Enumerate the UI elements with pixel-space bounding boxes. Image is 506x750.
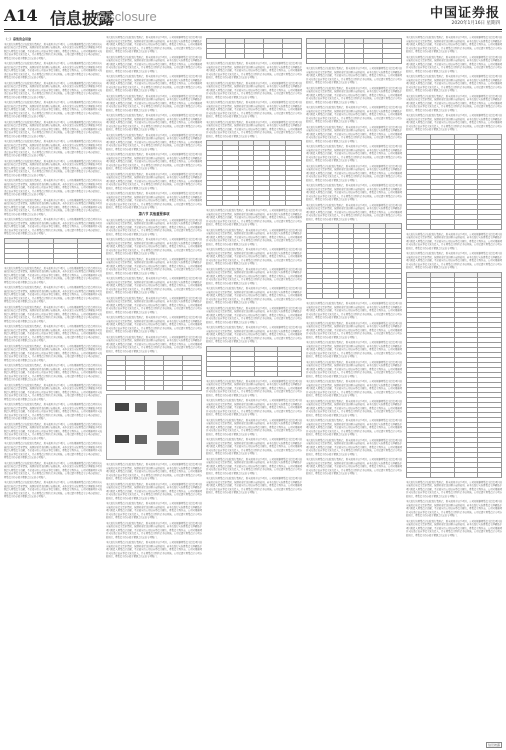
data-table (406, 272, 502, 478)
body-paragraph: 本次发行的募集资金扣除发行费用后，拟全部用于以下项目。公司将根据募集资金投资项目的实施进度和资金需求情况，按照轻重缓急的顺序安排使用。若本次发行实际募集资金净额低于项目拟投入募集资金总额，不足部分由公司以自筹资金解决。募集资金到位前，公司可根据项目实际进度以自筹资金先行投入，并在募集资金到位后予以置换。公司已建立募集资金专项存储制度，募集资金将存放于董事会决定的专项账户。 (206, 267, 302, 285)
body-paragraph: 本次发行的募集资金扣除发行费用后，拟全部用于以下项目。公司将根据募集资金投资项目的实施进度和资金需求情况，按照轻重缓急的顺序安排使用。若本次发行实际募集资金净额低于项目拟投入募集资金总额，不足部分由公司以自筹资金解决。募集资金到位前，公司可根据项目实际进度以自筹资金先行投入，并在募集资金到位后予以置换。公司已建立募集资金专项存储制度，募集资金将存放于董事会决定的专项账户。 (306, 458, 402, 475)
body-paragraph: 本次发行的募集资金扣除发行费用后，拟全部用于以下项目。公司将根据募集资金投资项目的实施进度和资金需求情况，按照轻重缓急的顺序安排使用。若本次发行实际募集资金净额低于项目拟投入募集资金总额，不足部分由公司以自筹资金解决。募集资金到位前，公司可根据项目实际进度以自筹资金先行投入，并在募集资金到位后予以置换。公司已建立募集资金专项存储制度，募集资金将存放于董事会决定的专项账户。 (206, 62, 302, 79)
data-table (4, 238, 102, 264)
data-table (406, 134, 502, 230)
body-paragraph: 本次发行的募集资金扣除发行费用后，拟全部用于以下项目。公司将根据募集资金投资项目的实施进度和资金需求情况，按照轻重缓急的顺序安排使用。若本次发行实际募集资金净额低于项目拟投入募集资金总额，不足部分由公司以自筹资金解决。募集资金到位前，公司可根据项目实际进度以自筹资金先行投入，并在募集资金到位后予以置换。公司已建立募集资金专项存储制度，募集资金将存放于董事会决定的专项账户。 (4, 325, 102, 342)
body-paragraph: 本次发行的募集资金扣除发行费用后，拟全部用于以下项目。公司将根据募集资金投资项目的实施进度和资金需求情况，按照轻重缓急的顺序安排使用。若本次发行实际募集资金净额低于项目拟投入募集资金总额，不足部分由公司以自筹资金解决。募集资金到位前，公司可根据项目实际进度以自筹资金先行投入，并在募集资金到位后予以置换。公司已建立募集资金专项存储制度，募集资金将存放于董事会决定的专项账户。 (4, 364, 102, 381)
section-number: A14 (4, 6, 38, 25)
body-paragraph: 本次发行的募集资金扣除发行费用后，拟全部用于以下项目。公司将根据募集资金投资项目的实施进度和资金需求情况，按照轻重缓急的顺序安排使用。若本次发行实际募集资金净额低于项目拟投入募集资金总额，不足部分由公司以自筹资金解决。募集资金到位前，公司可根据项目实际进度以自筹资金先行投入，并在募集资金到位后予以置换。公司已建立募集资金专项存储制度，募集资金将存放于董事会决定的专项账户。 (206, 379, 302, 397)
body-paragraph: 本次发行的募集资金扣除发行费用后，拟全部用于以下项目。公司将根据募集资金投资项目的实施进度和资金需求情况，按照轻重缓急的顺序安排使用。若本次发行实际募集资金净额低于项目拟投入募集资金总额，不足部分由公司以自筹资金解决。募集资金到位前，公司可根据项目实际进度以自筹资金先行投入，并在募集资金到位后予以置换。公司已建立募集资金专项存储制度，募集资金将存放于董事会决定的专项账户。 (306, 341, 402, 358)
body-paragraph: 本次发行的募集资金扣除发行费用后，拟全部用于以下项目。公司将根据募集资金投资项目的实施进度和资金需求情况，按照轻重缓急的顺序安排使用。若本次发行实际募集资金净额低于项目拟投入募集资金总额，不足部分由公司以自筹资金解决。募集资金到位前，公司可根据项目实际进度以自筹资金先行投入，并在募集资金到位后予以置换。公司已建立募集资金专项存储制度，募集资金将存放于董事会决定的专项账户。 (306, 203, 402, 221)
newspaper-masthead: 中国证券报 (429, 6, 500, 21)
body-paragraph: 本次发行的募集资金扣除发行费用后，拟全部用于以下项目。公司将根据募集资金投资项目的实施进度和资金需求情况，按照轻重缓急的顺序安排使用。若本次发行实际募集资金净额低于项目拟投入募集资金总额，不足部分由公司以自筹资金解决。募集资金到位前，公司可根据项目实际进度以自筹资金先行投入，并在募集资金到位后予以置换。公司已建立募集资金专项存储制度，募集资金将存放于董事会决定的专项账户。 (406, 519, 502, 537)
body-paragraph: 本次发行的募集资金扣除发行费用后，拟全部用于以下项目。公司将根据募集资金投资项目的实施进度和资金需求情况，按照轻重缓急的顺序安排使用。若本次发行实际募集资金净额低于项目拟投入募集资金总额，不足部分由公司以自筹资金解决。募集资金到位前，公司可根据项目实际进度以自筹资金先行投入，并在募集资金到位后予以置换。公司已建立募集资金专项存储制度，募集资金将存放于董事会决定的专项账户。 (306, 302, 402, 319)
body-paragraph: 本次发行的募集资金扣除发行费用后，拟全部用于以下项目。公司将根据募集资金投资项目的实施进度和资金需求情况，按照轻重缓急的顺序安排使用。若本次发行实际募集资金净额低于项目拟投入募集资金总额，不足部分由公司以自筹资金解决。募集资金到位前，公司可根据项目实际进度以自筹资金先行投入，并在募集资金到位后予以置换。公司已建立募集资金专项存储制度，募集资金将存放于董事会决定的专项账户。 (4, 198, 102, 216)
body-paragraph: 本次发行的募集资金扣除发行费用后，拟全部用于以下项目。公司将根据募集资金投资项目的实施进度和资金需求情况，按照轻重缓急的顺序安排使用。若本次发行实际募集资金净额低于项目拟投入募集资金总额，不足部分由公司以自筹资金解决。募集资金到位前，公司可根据项目实际进度以自筹资金先行投入，并在募集资金到位后予以置换。公司已建立募集资金专项存储制度，募集资金将存放于董事会决定的专项账户。 (4, 403, 102, 420)
body-paragraph: 本次发行的募集资金扣除发行费用后，拟全部用于以下项目。公司将根据募集资金投资项目的实施进度和资金需求情况，按照轻重缓急的顺序安排使用。若本次发行实际募集资金净额低于项目拟投入募集资金总额，不足部分由公司以自筹资金解决。募集资金到位前，公司可根据项目实际进度以自筹资金先行投入，并在募集资金到位后予以置换。公司已建立募集资金专项存储制度，募集资金将存放于董事会决定的专项账户。 (206, 287, 302, 304)
body-paragraph: 本次发行的募集资金扣除发行费用后，拟全部用于以下项目。公司将根据募集资金投资项目的实施进度和资金需求情况，按照轻重缓急的顺序安排使用。若本次发行实际募集资金净额低于项目拟投入募集资金总额，不足部分由公司以自筹资金解决。募集资金到位前，公司可根据项目实际进度以自筹资金先行投入，并在募集资金到位后予以置换。公司已建立募集资金专项存储制度，募集资金将存放于董事会决定的专项账户。 (306, 321, 402, 339)
body-paragraph: 本次发行的募集资金扣除发行费用后，拟全部用于以下项目。公司将根据募集资金投资项目的实施进度和资金需求情况，按照轻重缓急的顺序安排使用。若本次发行实际募集资金净额低于项目拟投入募集资金总额，不足部分由公司以自筹资金解决。募集资金到位前，公司可根据项目实际进度以自筹资金先行投入，并在募集资金到位后予以置换。公司已建立募集资金专项存储制度，募集资金将存放于董事会决定的专项账户。 (306, 145, 402, 162)
figure-chip-image (115, 403, 129, 411)
body-paragraph: 本次发行的募集资金扣除发行费用后，拟全部用于以下项目。公司将根据募集资金投资项目的实施进度和资金需求情况，按照轻重缓急的顺序安排使用。若本次发行实际募集资金净额低于项目拟投入募集资金总额，不足部分由公司以自筹资金解决。募集资金到位前，公司可根据项目实际进度以自筹资金先行投入，并在募集资金到位后予以置换。公司已建立募集资金专项存储制度，募集资金将存放于董事会决定的专项账户。 (406, 252, 502, 269)
section-title: 信息披露 (50, 9, 115, 28)
body-paragraph: 本次发行的募集资金扣除发行费用后，拟全部用于以下项目。公司将根据募集资金投资项目的实施进度和资金需求情况，按照轻重缓急的顺序安排使用。若本次发行实际募集资金净额低于项目拟投入募集资金总额，不足部分由公司以自筹资金解决。募集资金到位前，公司可根据项目实际进度以自筹资金先行投入，并在募集资金到位后予以置换。公司已建立募集资金专项存储制度，募集资金将存放于董事会决定的专项账户。 (4, 120, 102, 138)
body-paragraph: 本次发行的募集资金扣除发行费用后，拟全部用于以下项目。公司将根据募集资金投资项目的实施进度和资金需求情况，按照轻重缓急的顺序安排使用。若本次发行实际募集资金净额低于项目拟投入募集资金总额，不足部分由公司以自筹资金解决。募集资金到位前，公司可根据项目实际进度以自筹资金先行投入，并在募集资金到位后予以置换。公司已建立募集资金专项存储制度，募集资金将存放于董事会决定的专项账户。 (106, 36, 202, 53)
figure-chip-image (115, 435, 129, 443)
column-1 (4, 36, 102, 736)
body-paragraph: 本次发行的募集资金扣除发行费用后，拟全部用于以下项目。公司将根据募集资金投资项目的实施进度和资金需求情况，按照轻重缓急的顺序安排使用。若本次发行实际募集资金净额低于项目拟投入募集资金总额，不足部分由公司以自筹资金解决。募集资金到位前，公司可根据项目实际进度以自筹资金先行投入，并在募集资金到位后予以置换。公司已建立募集资金专项存储制度，募集资金将存放于董事会决定的专项账户。 (4, 266, 102, 284)
body-paragraph: 本次发行的募集资金扣除发行费用后，拟全部用于以下项目。公司将根据募集资金投资项目的实施进度和资金需求情况，按照轻重缓急的顺序安排使用。若本次发行实际募集资金净额低于项目拟投入募集资金总额，不足部分由公司以自筹资金解决。募集资金到位前，公司可根据项目实际进度以自筹资金先行投入，并在募集资金到位后予以置换。公司已建立募集资金专项存储制度，募集资金将存放于董事会决定的专项账户。 (106, 541, 202, 558)
data-table (206, 346, 302, 377)
body-paragraph: 本次发行的募集资金扣除发行费用后，拟全部用于以下项目。公司将根据募集资金投资项目的实施进度和资金需求情况，按照轻重缓急的顺序安排使用。若本次发行实际募集资金净额低于项目拟投入募集资金总额，不足部分由公司以自筹资金解决。募集资金到位前，公司可根据项目实际进度以自筹资金先行投入，并在募集资金到位后予以置换。公司已建立募集资金专项存储制度，募集资金将存放于董事会决定的专项账户。 (206, 418, 302, 436)
body-paragraph: 本次发行的募集资金扣除发行费用后，拟全部用于以下项目。公司将根据募集资金投资项目的实施进度和资金需求情况，按照轻重缓急的顺序安排使用。若本次发行实际募集资金净额低于项目拟投入募集资金总额，不足部分由公司以自筹资金解决。募集资金到位前，公司可根据项目实际进度以自筹资金先行投入，并在募集资金到位后予以置换。公司已建立募集资金专项存储制度，募集资金将存放于董事会决定的专项账户。 (206, 120, 302, 138)
body-paragraph: 本次发行的募集资金扣除发行费用后，拟全部用于以下项目。公司将根据募集资金投资项目的实施进度和资金需求情况，按照轻重缓急的顺序安排使用。若本次发行实际募集资金净额低于项目拟投入募集资金总额，不足部分由公司以自筹资金解决。募集资金到位前，公司可根据项目实际进度以自筹资金先行投入，并在募集资金到位后予以置换。公司已建立募集资金专项存储制度，募集资金将存放于董事会决定的专项账户。 (4, 344, 102, 362)
body-paragraph: 本次发行的募集资金扣除发行费用后，拟全部用于以下项目。公司将根据募集资金投资项目的实施进度和资金需求情况，按照轻重缓急的顺序安排使用。若本次发行实际募集资金净额低于项目拟投入募集资金总额，不足部分由公司以自筹资金解决。募集资金到位前，公司可根据项目实际进度以自筹资金先行投入，并在募集资金到位后予以置换。公司已建立募集资金专项存储制度，募集资金将存放于董事会决定的专项账户。 (206, 209, 302, 226)
body-paragraph: 本次发行的募集资金扣除发行费用后，拟全部用于以下项目。公司将根据募集资金投资项目的实施进度和资金需求情况，按照轻重缓急的顺序安排使用。若本次发行实际募集资金净额低于项目拟投入募集资金总额，不足部分由公司以自筹资金解决。募集资金到位前，公司可根据项目实际进度以自筹资金先行投入，并在募集资金到位后予以置换。公司已建立募集资金专项存储制度，募集资金将存放于董事会决定的专项账户。 (4, 42, 102, 60)
body-paragraph: 本次发行的募集资金扣除发行费用后，拟全部用于以下项目。公司将根据募集资金投资项目的实施进度和资金需求情况，按照轻重缓急的顺序安排使用。若本次发行实际募集资金净额低于项目拟投入募集资金总额，不足部分由公司以自筹资金解决。募集资金到位前，公司可根据项目实际进度以自筹资金先行投入，并在募集资金到位后予以置换。公司已建立募集资金专项存储制度，募集资金将存放于董事会决定的专项账户。 (106, 482, 202, 500)
body-paragraph: 本次发行的募集资金扣除发行费用后，拟全部用于以下项目。公司将根据募集资金投资项目的实施进度和资金需求情况，按照轻重缓急的顺序安排使用。若本次发行实际募集资金净额低于项目拟投入募集资金总额，不足部分由公司以自筹资金解决。募集资金到位前，公司可根据项目实际进度以自筹资金先行投入，并在募集资金到位后予以置换。公司已建立募集资金专项存储制度，募集资金将存放于董事会决定的专项账户。 (206, 326, 302, 343)
body-paragraph: 本次发行的募集资金扣除发行费用后，拟全部用于以下项目。公司将根据募集资金投资项目的实施进度和资金需求情况，按照轻重缓急的顺序安排使用。若本次发行实际募集资金净额低于项目拟投入募集资金总额，不足部分由公司以自筹资金解决。募集资金到位前，公司可根据项目实际进度以自筹资金先行投入，并在募集资金到位后予以置换。公司已建立募集资金专项存储制度，募集资金将存放于董事会决定的专项账户。 (306, 360, 402, 378)
section-english-title: Disclosure (96, 9, 157, 24)
column-2 (106, 36, 202, 736)
body-paragraph: 本次发行的募集资金扣除发行费用后，拟全部用于以下项目。公司将根据募集资金投资项目的实施进度和资金需求情况，按照轻重缓急的顺序安排使用。若本次发行实际募集资金净额低于项目拟投入募集资金总额，不足部分由公司以自筹资金解决。募集资金到位前，公司可根据项目实际进度以自筹资金先行投入，并在募集资金到位后予以置换。公司已建立募集资金专项存储制度，募集资金将存放于董事会决定的专项账户。 (406, 94, 502, 112)
data-table (306, 38, 402, 64)
page-header (0, 0, 506, 34)
figure-chip-image (135, 435, 147, 444)
body-paragraph: 本次发行的募集资金扣除发行费用后，拟全部用于以下项目。公司将根据募集资金投资项目的实施进度和资金需求情况，按照轻重缓急的顺序安排使用。若本次发行实际募集资金净额低于项目拟投入募集资金总额，不足部分由公司以自筹资金解决。募集资金到位前，公司可根据项目实际进度以自筹资金先行投入，并在募集资金到位后予以置换。公司已建立募集资金专项存储制度，募集资金将存放于董事会决定的专项账户。 (106, 502, 202, 519)
body-paragraph: 本次发行的募集资金扣除发行费用后，拟全部用于以下项目。公司将根据募集资金投资项目的实施进度和资金需求情况，按照轻重缓急的顺序安排使用。若本次发行实际募集资金净额低于项目拟投入募集资金总额，不足部分由公司以自筹资金解决。募集资金到位前，公司可根据项目实际进度以自筹资金先行投入，并在募集资金到位后予以置换。公司已建立募集资金专项存储制度，募集资金将存放于董事会决定的专项账户。 (106, 277, 202, 294)
body-paragraph: 本次发行的募集资金扣除发行费用后，拟全部用于以下项目。公司将根据募集资金投资项目的实施进度和资金需求情况，按照轻重缓急的顺序安排使用。若本次发行实际募集资金净额低于项目拟投入募集资金总额，不足部分由公司以自筹资金解决。募集资金到位前，公司可根据项目实际进度以自筹资金先行投入，并在募集资金到位后予以置换。公司已建立募集资金专项存储制度，募集资金将存放于董事会决定的专项账户。 (4, 383, 102, 401)
body-paragraph: 本次发行的募集资金扣除发行费用后，拟全部用于以下项目。公司将根据募集资金投资项目的实施进度和资金需求情况，按照轻重缓急的顺序安排使用。若本次发行实际募集资金净额低于项目拟投入募集资金总额，不足部分由公司以自筹资金解决。募集资金到位前，公司可根据项目实际进度以自筹资金先行投入，并在募集资金到位后予以置换。公司已建立募集资金专项存储制度，募集资金将存放于董事会决定的专项账户。 (4, 422, 102, 440)
column-5 (406, 36, 502, 736)
body-paragraph: 本次发行的募集资金扣除发行费用后，拟全部用于以下项目。公司将根据募集资金投资项目的实施进度和资金需求情况，按照轻重缓急的顺序安排使用。若本次发行实际募集资金净额低于项目拟投入募集资金总额，不足部分由公司以自筹资金解决。募集资金到位前，公司可根据项目实际进度以自筹资金先行投入，并在募集资金到位后予以置换。公司已建立募集资金专项存储制度，募集资金将存放于董事会决定的专项账户。 (206, 438, 302, 455)
body-paragraph: 本次发行的募集资金扣除发行费用后，拟全部用于以下项目。公司将根据募集资金投资项目的实施进度和资金需求情况，按照轻重缓急的顺序安排使用。若本次发行实际募集资金净额低于项目拟投入募集资金总额，不足部分由公司以自筹资金解决。募集资金到位前，公司可根据项目实际进度以自筹资金先行投入，并在募集资金到位后予以置换。公司已建立募集资金专项存储制度，募集资金将存放于董事会决定的专项账户。 (306, 380, 402, 397)
body-paragraph: 本次发行的募集资金扣除发行费用后，拟全部用于以下项目。公司将根据募集资金投资项目的实施进度和资金需求情况，按照轻重缓急的顺序安排使用。若本次发行实际募集资金净额低于项目拟投入募集资金总额，不足部分由公司以自筹资金解决。募集资金到位前，公司可根据项目实际进度以自筹资金先行投入，并在募集资金到位后予以置换。公司已建立募集资金专项存储制度，募集资金将存放于董事会决定的专项账户。 (4, 159, 102, 177)
body-paragraph: 本次发行的募集资金扣除发行费用后，拟全部用于以下项目。公司将根据募集资金投资项目的实施进度和资金需求情况，按照轻重缓急的顺序安排使用。若本次发行实际募集资金净额低于项目拟投入募集资金总额，不足部分由公司以自筹资金解决。募集资金到位前，公司可根据项目实际进度以自筹资金先行投入，并在募集资金到位后予以置换。公司已建立募集资金专项存储制度，募集资金将存放于董事会决定的专项账户。 (4, 62, 102, 79)
body-paragraph: 本次发行的募集资金扣除发行费用后，拟全部用于以下项目。公司将根据募集资金投资项目的实施进度和资金需求情况，按照轻重缓急的顺序安排使用。若本次发行实际募集资金净额低于项目拟投入募集资金总额，不足部分由公司以自筹资金解决。募集资金到位前，公司可根据项目实际进度以自筹资金先行投入，并在募集资金到位后予以置换。公司已建立募集资金专项存储制度，募集资金将存放于董事会决定的专项账户。 (106, 153, 202, 170)
body-paragraph: 本次发行的募集资金扣除发行费用后，拟全部用于以下项目。公司将根据募集资金投资项目的实施进度和资金需求情况，按照轻重缓急的顺序安排使用。若本次发行实际募集资金净额低于项目拟投入募集资金总额，不足部分由公司以自筹资金解决。募集资金到位前，公司可根据项目实际进度以自筹资金先行投入，并在募集资金到位后予以置换。公司已建立募集资金专项存储制度，募集资金将存放于董事会决定的专项账户。 (406, 36, 502, 53)
body-paragraph: 本次发行的募集资金扣除发行费用后，拟全部用于以下项目。公司将根据募集资金投资项目的实施进度和资金需求情况，按照轻重缓急的顺序安排使用。若本次发行实际募集资金净额低于项目拟投入募集资金总额，不足部分由公司以自筹资金解决。募集资金到位前，公司可根据项目实际进度以自筹资金先行投入，并在募集资金到位后予以置换。公司已建立募集资金专项存储制度，募集资金将存放于董事会决定的专项账户。 (106, 238, 202, 255)
product-figure (106, 394, 202, 460)
body-paragraph: 本次发行的募集资金扣除发行费用后，拟全部用于以下项目。公司将根据募集资金投资项目的实施进度和资金需求情况，按照轻重缓急的顺序安排使用。若本次发行实际募集资金净额低于项目拟投入募集资金总额，不足部分由公司以自筹资金解决。募集资金到位前，公司可根据项目实际进度以自筹资金先行投入，并在募集资金到位后予以置换。公司已建立募集资金专项存储制度，募集资金将存放于董事会决定的专项账户。 (206, 457, 302, 475)
body-paragraph: 本次发行的募集资金扣除发行费用后，拟全部用于以下项目。公司将根据募集资金投资项目的实施进度和资金需求情况，按照轻重缓急的顺序安排使用。若本次发行实际募集资金净额低于项目拟投入募集资金总额，不足部分由公司以自筹资金解决。募集资金到位前，公司可根据项目实际进度以自筹资金先行投入，并在募集资金到位后予以置换。公司已建立募集资金专项存储制度，募集资金将存放于董事会决定的专项账户。 (4, 286, 102, 303)
body-paragraph: 本次发行的募集资金扣除发行费用后，拟全部用于以下项目。公司将根据募集资金投资项目的实施进度和资金需求情况，按照轻重缓急的顺序安排使用。若本次发行实际募集资金净额低于项目拟投入募集资金总额，不足部分由公司以自筹资金解决。募集资金到位前，公司可根据项目实际进度以自筹资金先行投入，并在募集资金到位后予以置换。公司已建立募集资金专项存储制度，募集资金将存放于董事会决定的专项账户。 (106, 257, 202, 275)
figure-module-image (157, 401, 179, 415)
body-paragraph: 本次发行的募集资金扣除发行费用后，拟全部用于以下项目。公司将根据募集资金投资项目的实施进度和资金需求情况，按照轻重缓急的顺序安排使用。若本次发行实际募集资金净额低于项目拟投入募集资金总额，不足部分由公司以自筹资金解决。募集资金到位前，公司可根据项目实际进度以自筹资金先行投入，并在募集资金到位后予以置换。公司已建立募集资金专项存储制度，募集资金将存放于董事会决定的专项账户。 (106, 94, 202, 112)
body-paragraph: 本次发行的募集资金扣除发行费用后，拟全部用于以下项目。公司将根据募集资金投资项目的实施进度和资金需求情况，按照轻重缓急的顺序安排使用。若本次发行实际募集资金净额低于项目拟投入募集资金总额，不足部分由公司以自筹资金解决。募集资金到位前，公司可根据项目实际进度以自筹资金先行投入，并在募集资金到位后予以置换。公司已建立募集资金专项存储制度，募集资金将存放于董事会决定的专项账户。 (4, 461, 102, 479)
figure-chip-image (135, 403, 147, 412)
data-table (206, 140, 302, 206)
data-table (206, 38, 302, 59)
body-paragraph: 本次发行的募集资金扣除发行费用后，拟全部用于以下项目。公司将根据募集资金投资项目的实施进度和资金需求情况，按照轻重缓急的顺序安排使用。若本次发行实际募集资金净额低于项目拟投入募集资金总额，不足部分由公司以自筹资金解决。募集资金到位前，公司可根据项目实际进度以自筹资金先行投入，并在募集资金到位后予以置换。公司已建立募集资金专项存储制度，募集资金将存放于董事会决定的专项账户。 (106, 463, 202, 480)
body-paragraph: 本次发行的募集资金扣除发行费用后，拟全部用于以下项目。公司将根据募集资金投资项目的实施进度和资金需求情况，按照轻重缓急的顺序安排使用。若本次发行实际募集资金净额低于项目拟投入募集资金总额，不足部分由公司以自筹资金解决。募集资金到位前，公司可根据项目实际进度以自筹资金先行投入，并在募集资金到位后予以置换。公司已建立募集资金专项存储制度，募集资金将存放于董事会决定的专项账户。 (206, 477, 302, 494)
footer-stamp: 信息披露 (487, 743, 500, 747)
body-paragraph: 本次发行的募集资金扣除发行费用后，拟全部用于以下项目。公司将根据募集资金投资项目的实施进度和资金需求情况，按照轻重缓急的顺序安排使用。若本次发行实际募集资金净额低于项目拟投入募集资金总额，不足部分由公司以自筹资金解决。募集资金到位前，公司可根据项目实际进度以自筹资金先行投入，并在募集资金到位后予以置换。公司已建立募集资金专项存储制度，募集资金将存放于董事会决定的专项账户。 (4, 481, 102, 498)
body-paragraph: 本次发行的募集资金扣除发行费用后，拟全部用于以下项目。公司将根据募集资金投资项目的实施进度和资金需求情况，按照轻重缓急的顺序安排使用。若本次发行实际募集资金净额低于项目拟投入募集资金总额，不足部分由公司以自筹资金解决。募集资金到位前，公司可根据项目实际进度以自筹资金先行投入，并在募集资金到位后予以置换。公司已建立募集资金专项存储制度，募集资金将存放于董事会决定的专项账户。 (206, 399, 302, 416)
body-paragraph: 本次发行的募集资金扣除发行费用后，拟全部用于以下项目。公司将根据募集资金投资项目的实施进度和资金需求情况，按照轻重缓急的顺序安排使用。若本次发行实际募集资金净额低于项目拟投入募集资金总额，不足部分由公司以自筹资金解决。募集资金到位前，公司可根据项目实际进度以自筹资金先行投入，并在募集资金到位后予以置换。公司已建立募集资金专项存储制度，募集资金将存放于董事会决定的专项账户。 (4, 218, 102, 235)
body-paragraph: 本次发行的募集资金扣除发行费用后，拟全部用于以下项目。公司将根据募集资金投资项目的实施进度和资金需求情况，按照轻重缓急的顺序安排使用。若本次发行实际募集资金净额低于项目拟投入募集资金总额，不足部分由公司以自筹资金解决。募集资金到位前，公司可根据项目实际进度以自筹资金先行投入，并在募集资金到位后予以置换。公司已建立募集资金专项存储制度，募集资金将存放于董事会决定的专项账户。 (106, 55, 202, 73)
column-1-heading: （二）募集资金用途 (4, 37, 32, 41)
column-3 (206, 36, 302, 736)
body-paragraph: 本次发行的募集资金扣除发行费用后，拟全部用于以下项目。公司将根据募集资金投资项目的实施进度和资金需求情况，按照轻重缓急的顺序安排使用。若本次发行实际募集资金净额低于项目拟投入募集资金总额，不足部分由公司以自筹资金解决。募集资金到位前，公司可根据项目实际进度以自筹资金先行投入，并在募集资金到位后予以置换。公司已建立募集资金专项存储制度，募集资金将存放于董事会决定的专项账户。 (406, 114, 502, 131)
body-paragraph: 本次发行的募集资金扣除发行费用后，拟全部用于以下项目。公司将根据募集资金投资项目的实施进度和资金需求情况，按照轻重缓急的顺序安排使用。若本次发行实际募集资金净额低于项目拟投入募集资金总额，不足部分由公司以自筹资金解决。募集资金到位前，公司可根据项目实际进度以自筹资金先行投入，并在募集资金到位后予以置换。公司已建立募集资金专项存储制度，募集资金将存放于董事会决定的专项账户。 (106, 114, 202, 131)
data-table (306, 223, 402, 299)
body-paragraph: 本次发行的募集资金扣除发行费用后，拟全部用于以下项目。公司将根据募集资金投资项目的实施进度和资金需求情况，按照轻重缓急的顺序安排使用。若本次发行实际募集资金净额低于项目拟投入募集资金总额，不足部分由公司以自筹资金解决。募集资金到位前，公司可根据项目实际进度以自筹资金先行投入，并在募集资金到位后予以置换。公司已建立募集资金专项存储制度，募集资金将存放于董事会决定的专项账户。 (106, 133, 202, 151)
body-paragraph: 本次发行的募集资金扣除发行费用后，拟全部用于以下项目。公司将根据募集资金投资项目的实施进度和资金需求情况，按照轻重缓急的顺序安排使用。若本次发行实际募集资金净额低于项目拟投入募集资金总额，不足部分由公司以自筹资金解决。募集资金到位前，公司可根据项目实际进度以自筹资金先行投入，并在募集资金到位后予以置换。公司已建立募集资金专项存储制度，募集资金将存放于董事会决定的专项账户。 (406, 232, 502, 250)
column-2-section-title: 第六节 其他重要事项 (138, 211, 170, 216)
body-paragraph: 本次发行的募集资金扣除发行费用后，拟全部用于以下项目。公司将根据募集资金投资项目的实施进度和资金需求情况，按照轻重缓急的顺序安排使用。若本次发行实际募集资金净额低于项目拟投入募集资金总额，不足部分由公司以自筹资金解决。募集资金到位前，公司可根据项目实际进度以自筹资金先行投入，并在募集资金到位后予以置换。公司已建立募集资金专项存储制度，募集资金将存放于董事会决定的专项账户。 (4, 442, 102, 459)
body-paragraph: 本次发行的募集资金扣除发行费用后，拟全部用于以下项目。公司将根据募集资金投资项目的实施进度和资金需求情况，按照轻重缓急的顺序安排使用。若本次发行实际募集资金净额低于项目拟投入募集资金总额，不足部分由公司以自筹资金解决。募集资金到位前，公司可根据项目实际进度以自筹资金先行投入，并在募集资金到位后予以置换。公司已建立募集资金专项存储制度，募集资金将存放于董事会决定的专项账户。 (106, 316, 202, 333)
figure-module-image (157, 421, 179, 435)
body-paragraph: 本次发行的募集资金扣除发行费用后，拟全部用于以下项目。公司将根据募集资金投资项目的实施进度和资金需求情况，按照轻重缓急的顺序安排使用。若本次发行实际募集资金净额低于项目拟投入募集资金总额，不足部分由公司以自筹资金解决。募集资金到位前，公司可根据项目实际进度以自筹资金先行投入，并在募集资金到位后予以置换。公司已建立募集资金专项存储制度，募集资金将存放于董事会决定的专项账户。 (106, 296, 202, 314)
body-paragraph: 本次发行的募集资金扣除发行费用后，拟全部用于以下项目。公司将根据募集资金投资项目的实施进度和资金需求情况，按照轻重缓急的顺序安排使用。若本次发行实际募集资金净额低于项目拟投入募集资金总额，不足部分由公司以自筹资金解决。募集资金到位前，公司可根据项目实际进度以自筹资金先行投入，并在募集资金到位后予以置换。公司已建立募集资金专项存储制度，募集资金将存放于董事会决定的专项账户。 (306, 86, 402, 104)
body-paragraph: 本次发行的募集资金扣除发行费用后，拟全部用于以下项目。公司将根据募集资金投资项目的实施进度和资金需求情况，按照轻重缓急的顺序安排使用。若本次发行实际募集资金净额低于项目拟投入募集资金总额，不足部分由公司以自筹资金解决。募集资金到位前，公司可根据项目实际进度以自筹资金先行投入，并在募集资金到位后予以置换。公司已建立募集资金专项存储制度，募集资金将存放于董事会决定的专项账户。 (206, 81, 302, 99)
body-paragraph: 本次发行的募集资金扣除发行费用后，拟全部用于以下项目。公司将根据募集资金投资项目的实施进度和资金需求情况，按照轻重缓急的顺序安排使用。若本次发行实际募集资金净额低于项目拟投入募集资金总额，不足部分由公司以自筹资金解决。募集资金到位前，公司可根据项目实际进度以自筹资金先行投入，并在募集资金到位后予以置换。公司已建立募集资金专项存储制度，募集资金将存放于董事会决定的专项账户。 (106, 218, 202, 236)
body-paragraph: 本次发行的募集资金扣除发行费用后，拟全部用于以下项目。公司将根据募集资金投资项目的实施进度和资金需求情况，按照轻重缓急的顺序安排使用。若本次发行实际募集资金净额低于项目拟投入募集资金总额，不足部分由公司以自筹资金解决。募集资金到位前，公司可根据项目实际进度以自筹资金先行投入，并在募集资金到位后予以置换。公司已建立募集资金专项存储制度，募集资金将存放于董事会决定的专项账户。 (4, 140, 102, 157)
body-paragraph: 本次发行的募集资金扣除发行费用后，拟全部用于以下项目。公司将根据募集资金投资项目的实施进度和资金需求情况，按照轻重缓急的顺序安排使用。若本次发行实际募集资金净额低于项目拟投入募集资金总额，不足部分由公司以自筹资金解决。募集资金到位前，公司可根据项目实际进度以自筹资金先行投入，并在募集资金到位后予以置换。公司已建立募集资金专项存储制度，募集资金将存放于董事会决定的专项账户。 (306, 419, 402, 436)
body-paragraph: 本次发行的募集资金扣除发行费用后，拟全部用于以下项目。公司将根据募集资金投资项目的实施进度和资金需求情况，按照轻重缓急的顺序安排使用。若本次发行实际募集资金净额低于项目拟投入募集资金总额，不足部分由公司以自筹资金解决。募集资金到位前，公司可根据项目实际进度以自筹资金先行投入，并在募集资金到位后予以置换。公司已建立募集资金专项存储制度，募集资金将存放于董事会决定的专项账户。 (4, 101, 102, 118)
body-paragraph: 本次发行的募集资金扣除发行费用后，拟全部用于以下项目。公司将根据募集资金投资项目的实施进度和资金需求情况，按照轻重缓急的顺序安排使用。若本次发行实际募集资金净额低于项目拟投入募集资金总额，不足部分由公司以自筹资金解决。募集资金到位前，公司可根据项目实际进度以自筹资金先行投入，并在募集资金到位后予以置换。公司已建立募集资金专项存储制度，募集资金将存放于董事会决定的专项账户。 (406, 500, 502, 517)
body-paragraph: 本次发行的募集资金扣除发行费用后，拟全部用于以下项目。公司将根据募集资金投资项目的实施进度和资金需求情况，按照轻重缓急的顺序安排使用。若本次发行实际募集资金净额低于项目拟投入募集资金总额，不足部分由公司以自筹资金解决。募集资金到位前，公司可根据项目实际进度以自筹资金先行投入，并在募集资金到位后予以置换。公司已建立募集资金专项存储制度，募集资金将存放于董事会决定的专项账户。 (306, 125, 402, 143)
body-paragraph: 本次发行的募集资金扣除发行费用后，拟全部用于以下项目。公司将根据募集资金投资项目的实施进度和资金需求情况，按照轻重缓急的顺序安排使用。若本次发行实际募集资金净额低于项目拟投入募集资金总额，不足部分由公司以自筹资金解决。募集资金到位前，公司可根据项目实际进度以自筹资金先行投入，并在募集资金到位后予以置换。公司已建立募集资金专项存储制度，募集资金将存放于董事会决定的专项账户。 (106, 335, 202, 353)
body-paragraph: 本次发行的募集资金扣除发行费用后，拟全部用于以下项目。公司将根据募集资金投资项目的实施进度和资金需求情况，按照轻重缓急的顺序安排使用。若本次发行实际募集资金净额低于项目拟投入募集资金总额，不足部分由公司以自筹资金解决。募集资金到位前，公司可根据项目实际进度以自筹资金先行投入，并在募集资金到位后予以置换。公司已建立募集资金专项存储制度，募集资金将存放于董事会决定的专项账户。 (306, 438, 402, 456)
body-paragraph: 本次发行的募集资金扣除发行费用后，拟全部用于以下项目。公司将根据募集资金投资项目的实施进度和资金需求情况，按照轻重缓急的顺序安排使用。若本次发行实际募集资金净额低于项目拟投入募集资金总额，不足部分由公司以自筹资金解决。募集资金到位前，公司可根据项目实际进度以自筹资金先行投入，并在募集资金到位后予以置换。公司已建立募集资金专项存储制度，募集资金将存放于董事会决定的专项账户。 (106, 521, 202, 539)
body-paragraph: 本次发行的募集资金扣除发行费用后，拟全部用于以下项目。公司将根据募集资金投资项目的实施进度和资金需求情况，按照轻重缓急的顺序安排使用。若本次发行实际募集资金净额低于项目拟投入募集资金总额，不足部分由公司以自筹资金解决。募集资金到位前，公司可根据项目实际进度以自筹资金先行投入，并在募集资金到位后予以置换。公司已建立募集资金专项存储制度，募集资金将存放于董事会决定的专项账户。 (406, 55, 502, 73)
body-paragraph: 本次发行的募集资金扣除发行费用后，拟全部用于以下项目。公司将根据募集资金投资项目的实施进度和资金需求情况，按照轻重缓急的顺序安排使用。若本次发行实际募集资金净额低于项目拟投入募集资金总额，不足部分由公司以自筹资金解决。募集资金到位前，公司可根据项目实际进度以自筹资金先行投入，并在募集资金到位后予以置换。公司已建立募集资金专项存储制度，募集资金将存放于董事会决定的专项账户。 (306, 399, 402, 417)
body-paragraph: 本次发行的募集资金扣除发行费用后，拟全部用于以下项目。公司将根据募集资金投资项目的实施进度和资金需求情况，按照轻重缓急的顺序安排使用。若本次发行实际募集资金净额低于项目拟投入募集资金总额，不足部分由公司以自筹资金解决。募集资金到位前，公司可根据项目实际进度以自筹资金先行投入，并在募集资金到位后予以置换。公司已建立募集资金专项存储制度，募集资金将存放于董事会决定的专项账户。 (4, 179, 102, 196)
body-paragraph: 本次发行的募集资金扣除发行费用后，拟全部用于以下项目。公司将根据募集资金投资项目的实施进度和资金需求情况，按照轻重缓急的顺序安排使用。若本次发行实际募集资金净额低于项目拟投入募集资金总额，不足部分由公司以自筹资金解决。募集资金到位前，公司可根据项目实际进度以自筹资金先行投入，并在募集资金到位后予以置换。公司已建立募集资金专项存储制度，募集资金将存放于董事会决定的专项账户。 (406, 480, 502, 498)
body-paragraph: 本次发行的募集资金扣除发行费用后，拟全部用于以下项目。公司将根据募集资金投资项目的实施进度和资金需求情况，按照轻重缓急的顺序安排使用。若本次发行实际募集资金净额低于项目拟投入募集资金总额，不足部分由公司以自筹资金解决。募集资金到位前，公司可根据项目实际进度以自筹资金先行投入，并在募集资金到位后予以置换。公司已建立募集资金专项存储制度，募集资金将存放于董事会决定的专项账户。 (106, 172, 202, 190)
body-paragraph: 本次发行的募集资金扣除发行费用后，拟全部用于以下项目。公司将根据募集资金投资项目的实施进度和资金需求情况，按照轻重缓急的顺序安排使用。若本次发行实际募集资金净额低于项目拟投入募集资金总额，不足部分由公司以自筹资金解决。募集资金到位前，公司可根据项目实际进度以自筹资金先行投入，并在募集资金到位后予以置换。公司已建立募集资金专项存储制度，募集资金将存放于董事会决定的专项账户。 (4, 305, 102, 323)
data-table (106, 355, 202, 391)
body-paragraph: 本次发行的募集资金扣除发行费用后，拟全部用于以下项目。公司将根据募集资金投资项目的实施进度和资金需求情况，按照轻重缓急的顺序安排使用。若本次发行实际募集资金净额低于项目拟投入募集资金总额，不足部分由公司以自筹资金解决。募集资金到位前，公司可根据项目实际进度以自筹资金先行投入，并在募集资金到位后予以置换。公司已建立募集资金专项存储制度，募集资金将存放于董事会决定的专项账户。 (206, 101, 302, 118)
body-paragraph: 本次发行的募集资金扣除发行费用后，拟全部用于以下项目。公司将根据募集资金投资项目的实施进度和资金需求情况，按照轻重缓急的顺序安排使用。若本次发行实际募集资金净额低于项目拟投入募集资金总额，不足部分由公司以自筹资金解决。募集资金到位前，公司可根据项目实际进度以自筹资金先行投入，并在募集资金到位后予以置换。公司已建立募集资金专项存储制度，募集资金将存放于董事会决定的专项账户。 (206, 248, 302, 265)
body-paragraph: 本次发行的募集资金扣除发行费用后，拟全部用于以下项目。公司将根据募集资金投资项目的实施进度和资金需求情况，按照轻重缓急的顺序安排使用。若本次发行实际募集资金净额低于项目拟投入募集资金总额，不足部分由公司以自筹资金解决。募集资金到位前，公司可根据项目实际进度以自筹资金先行投入，并在募集资金到位后予以置换。公司已建立募集资金专项存储制度，募集资金将存放于董事会决定的专项账户。 (206, 228, 302, 246)
body-paragraph: 本次发行的募集资金扣除发行费用后，拟全部用于以下项目。公司将根据募集资金投资项目的实施进度和资金需求情况，按照轻重缓急的顺序安排使用。若本次发行实际募集资金净额低于项目拟投入募集资金总额，不足部分由公司以自筹资金解决。募集资金到位前，公司可根据项目实际进度以自筹资金先行投入，并在募集资金到位后予以置换。公司已建立募集资金专项存储制度，募集资金将存放于董事会决定的专项账户。 (4, 81, 102, 99)
body-paragraph: 本次发行的募集资金扣除发行费用后，拟全部用于以下项目。公司将根据募集资金投资项目的实施进度和资金需求情况，按照轻重缓急的顺序安排使用。若本次发行实际募集资金净额低于项目拟投入募集资金总额，不足部分由公司以自筹资金解决。募集资金到位前，公司可根据项目实际进度以自筹资金先行投入，并在募集资金到位后予以置换。公司已建立募集资金专项存储制度，募集资金将存放于董事会决定的专项账户。 (406, 75, 502, 92)
body-paragraph: 本次发行的募集资金扣除发行费用后，拟全部用于以下项目。公司将根据募集资金投资项目的实施进度和资金需求情况，按照轻重缓急的顺序安排使用。若本次发行实际募集资金净额低于项目拟投入募集资金总额，不足部分由公司以自筹资金解决。募集资金到位前，公司可根据项目实际进度以自筹资金先行投入，并在募集资金到位后予以置换。公司已建立募集资金专项存储制度，募集资金将存放于董事会决定的专项账户。 (106, 192, 202, 209)
body-paragraph: 本次发行的募集资金扣除发行费用后，拟全部用于以下项目。公司将根据募集资金投资项目的实施进度和资金需求情况，按照轻重缓急的顺序安排使用。若本次发行实际募集资金净额低于项目拟投入募集资金总额，不足部分由公司以自筹资金解决。募集资金到位前，公司可根据项目实际进度以自筹资金先行投入，并在募集资金到位后予以置换。公司已建立募集资金专项存储制度，募集资金将存放于董事会决定的专项账户。 (306, 106, 402, 123)
dateline: 2020年1月16日 星期四 (451, 21, 500, 26)
body-paragraph: 本次发行的募集资金扣除发行费用后，拟全部用于以下项目。公司将根据募集资金投资项目的实施进度和资金需求情况，按照轻重缓急的顺序安排使用。若本次发行实际募集资金净额低于项目拟投入募集资金总额，不足部分由公司以自筹资金解决。募集资金到位前，公司可根据项目实际进度以自筹资金先行投入，并在募集资金到位后予以置换。公司已建立募集资金专项存储制度，募集资金将存放于董事会决定的专项账户。 (306, 164, 402, 182)
body-paragraph: 本次发行的募集资金扣除发行费用后，拟全部用于以下项目。公司将根据募集资金投资项目的实施进度和资金需求情况，按照轻重缓急的顺序安排使用。若本次发行实际募集资金净额低于项目拟投入募集资金总额，不足部分由公司以自筹资金解决。募集资金到位前，公司可根据项目实际进度以自筹资金先行投入，并在募集资金到位后予以置换。公司已建立募集资金专项存储制度，募集资金将存放于董事会决定的专项账户。 (306, 184, 402, 201)
body-paragraph: 本次发行的募集资金扣除发行费用后，拟全部用于以下项目。公司将根据募集资金投资项目的实施进度和资金需求情况，按照轻重缓急的顺序安排使用。若本次发行实际募集资金净额低于项目拟投入募集资金总额，不足部分由公司以自筹资金解决。募集资金到位前，公司可根据项目实际进度以自筹资金先行投入，并在募集资金到位后予以置换。公司已建立募集资金专项存储制度，募集资金将存放于董事会决定的专项账户。 (106, 75, 202, 92)
body-paragraph: 本次发行的募集资金扣除发行费用后，拟全部用于以下项目。公司将根据募集资金投资项目的实施进度和资金需求情况，按照轻重缓急的顺序安排使用。若本次发行实际募集资金净额低于项目拟投入募集资金总额，不足部分由公司以自筹资金解决。募集资金到位前，公司可根据项目实际进度以自筹资金先行投入，并在募集资金到位后予以置换。公司已建立募集资金专项存储制度，募集资金将存放于董事会决定的专项账户。 (306, 67, 402, 84)
figure-module-image (157, 441, 179, 455)
column-4 (306, 36, 402, 736)
body-paragraph: 本次发行的募集资金扣除发行费用后，拟全部用于以下项目。公司将根据募集资金投资项目的实施进度和资金需求情况，按照轻重缓急的顺序安排使用。若本次发行实际募集资金净额低于项目拟投入募集资金总额，不足部分由公司以自筹资金解决。募集资金到位前，公司可根据项目实际进度以自筹资金先行投入，并在募集资金到位后予以置换。公司已建立募集资金专项存储制度，募集资金将存放于董事会决定的专项账户。 (206, 306, 302, 324)
header-rule (4, 29, 502, 30)
header-rule-thin (4, 31, 502, 32)
